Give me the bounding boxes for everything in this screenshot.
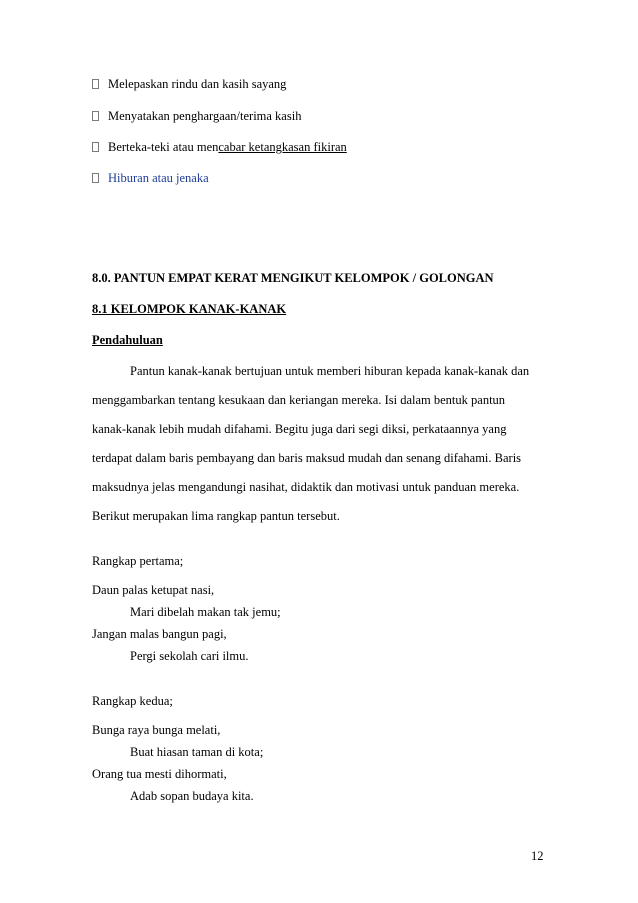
stanza-line: Pergi sekolah cari ilmu. [130, 649, 249, 663]
stanza-label: Rangkap pertama; [92, 554, 184, 568]
paragraph-line: Pantun kanak-kanak bertujuan untuk memberi hiburan kepada kanak-kanak dan [130, 364, 530, 378]
stanza-line: Buat hiasan taman di kota; [130, 745, 264, 759]
stanza-line: Bunga raya bunga melati, [92, 723, 221, 737]
stanza-line: Jangan malas bangun pagi, [92, 627, 227, 641]
bullet-text: Hiburan atau jenaka [108, 171, 209, 185]
bullet-text-underlined: cabar ketangkasan fikiran [218, 140, 347, 154]
bullet-item [92, 76, 286, 92]
bullet-box-icon [92, 111, 99, 121]
stanza-line: Adab sopan budaya kita. [130, 789, 254, 803]
stanza-line: Orang tua mesti dihormati, [92, 767, 227, 781]
section-subheading: 8.1 KELOMPOK KANAK-KANAK [92, 302, 287, 316]
bullet-box-icon [92, 142, 99, 152]
bullet-text: Melepaskan rindu dan kasih sayang [108, 77, 287, 91]
bullet-box-icon [92, 79, 99, 89]
page-number: 12 [531, 849, 544, 863]
bullet-text: Menyatakan penghargaan/terima kasih [108, 109, 302, 123]
stanza-line: Daun palas ketupat nasi, [92, 583, 215, 597]
bullet-box-icon [92, 173, 99, 183]
bullet-item [92, 139, 347, 155]
paragraph-line: kanak-kanak lebih mudah difahami. Begitu juga dari segi diksi, perkataannya yang [92, 422, 507, 436]
paragraph-line: Berikut merupakan lima rangkap pantun tersebut. [92, 509, 340, 523]
stanza-line: Mari dibelah makan tak jemu; [130, 605, 281, 619]
paragraph-line: terdapat dalam baris pembayang dan baris maksud mudah dan senang difahami. Baris [92, 451, 522, 465]
paragraph-line: maksudnya jelas mengandungi nasihat, didaktik dan motivasi untuk panduan mereka. [92, 480, 520, 494]
section-heading: 8.0. PANTUN EMPAT KERAT MENGIKUT KELOMPOK / GOLONGAN [92, 271, 494, 285]
intro-title: Pendahuluan [92, 333, 163, 347]
paragraph-line: menggambarkan tentang kesukaan dan keriangan mereka. Isi dalam bentuk pantun [92, 393, 506, 407]
bullet-item [92, 170, 209, 186]
stanza-label: Rangkap kedua; [92, 694, 173, 708]
bullet-text: Berteka-teki atau men [108, 140, 219, 154]
bullet-item [92, 108, 301, 124]
